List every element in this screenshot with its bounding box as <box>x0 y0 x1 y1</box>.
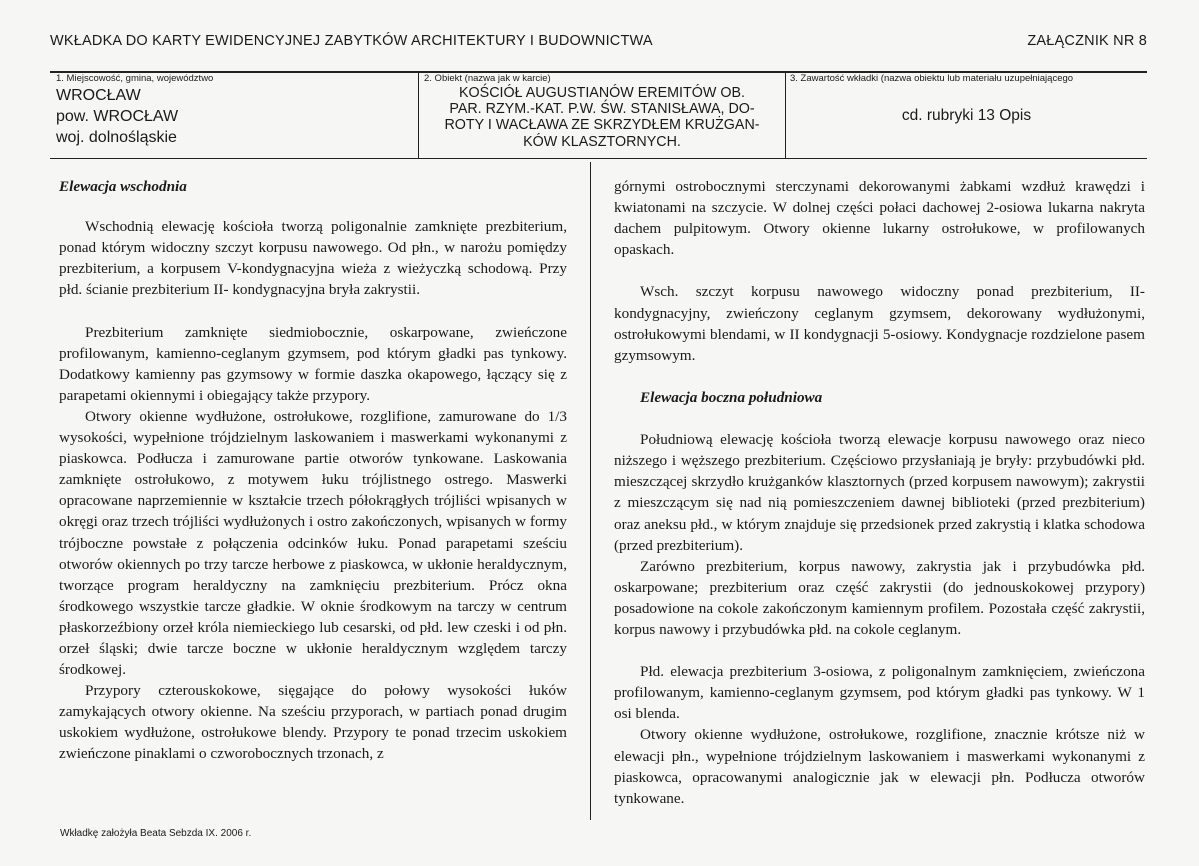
object-name-line: ROTY I WACŁAWA ZE SKRZYDŁEM KRUŻGAN- <box>444 117 760 134</box>
paragraph: Południową elewację kościoła tworzą elewacje korpusu nawowego oraz nieco niższego i węższego prezbiterium. Częściowo przysłaniają je bryły: przybudówki płd. mieszczącej skrzydło krużganków klasztornych (przed korpusem nawowym); zakrystii z mieszczącym się nad nią pomieszczeniem dawnej biblioteki (przed prezbiterium) oraz aneksu płd., w którym znajduje się przedsionek przed zakrystią i klatka schodowa (przed prezbiterium). <box>614 431 1145 554</box>
paragraph-gap <box>614 260 1145 281</box>
section-heading-east: Elewacja wschodnia <box>59 178 187 195</box>
field-contents-label: 3. Zawartość wkładki (nazwa obiektu lub materiału uzupełniającego <box>790 73 1074 84</box>
section-heading-south: Elewacja boczna południowa <box>640 388 823 406</box>
paragraph-gap <box>614 408 1145 429</box>
field-location-label: 1. Miejscowość, gmina, województwo <box>56 73 214 84</box>
paragraph: Otwory okienne wydłużone, ostrołukowe, rozglifione, znacznie krótsze niż w elewacji płn., wypełnione trójdzielnym laskowaniem i maswerkami wykonanymi z piaskowca, opracowanymi analogicznie jak w elewacji płn. Podłucza otworów tynkowane. <box>614 726 1145 807</box>
object-name-line: KOŚCIÓŁ AUGUSTIANÓW EREMITÓW OB. <box>459 85 745 101</box>
left-column <box>59 176 567 765</box>
location-voivodeship: woj. dolnośląskie <box>56 129 177 146</box>
paragraph-continuation: górnymi ostrobocznymi sterczynami dekorowanymi żabkami wzdłuż krawędzi i kwiatonami na szczycie. W dolnej części połaci dachowej 2-osiowa lukarna nakryta dachem pulpitowym. Otwory okienne lukarny ostrołukowe, w profilowanych opaskach. <box>614 178 1145 259</box>
header-rule-bottom <box>50 158 1147 159</box>
author-note: Wkładkę założyła Beata Sebzda IX. 2006 r. <box>60 828 252 839</box>
field-contents <box>786 73 1147 157</box>
paragraph: Wsch. szczyt korpusu nawowego widoczny ponad prezbiterium, II-kondygnacyjny, zwieńczony ceglanym gzymsem, dekorowany wydłużonymi, ostrołukowymi blendami, w II kondygnacji 5-osiowy. Kondygnacje rozdzielone pasem gzymsowym. <box>614 283 1145 364</box>
object-name-line: PAR. RZYM.-KAT. P.W. ŚW. STANISŁAWA, DO- <box>449 101 755 118</box>
paragraph: Zarówno prezbiterium, korpus nawowy, zakrystia jak i przybudówka płd. oskarpowane; prezbiterium oraz część zakrystii (do jednouskokowej przypory) posadowione na cokole zakończonym kamiennym profilem. Pozostała część zakrystii, korpus nawowy i przybudówka płd. na cokole ceglanym. <box>614 557 1145 638</box>
paragraph-gap <box>59 300 567 321</box>
field-object <box>420 73 784 157</box>
field-divider-1 <box>418 71 419 159</box>
paragraph: Przypory czterouskokowe, sięgające do połowy wysokości łuków zamykających otwory okienne. Na sześciu przyporach, w partiach ponad drugim uskokiem wydłużone, ostrołukowe blendy. Przypory te ponad trzecim uskokiem zwieńczone pinaklami o czworobocznych trzonach, z <box>59 682 567 763</box>
page-header <box>50 33 1147 53</box>
location-city: WROCŁAW <box>56 87 141 104</box>
paragraph-gap <box>614 640 1145 661</box>
location-county: pow. WROCŁAW <box>56 108 179 125</box>
paragraph: Otwory okienne wydłużone, ostrołukowe, rozglifione, zamurowane do 1/3 wysokości, wypełnione trójdzielnym laskowaniem i maswerkami wykonanymi z piaskowca. Podłucza i zamurowane partie otworów tynkowane. Laskowania zamknięte ostrołukowo, z motywem łuku trójlistnego ostrego. Maswerki opracowane naprzemiennie w kształcie trzech półokrągłych trójliści wpisanych w okręgi oraz trzech trójliści wydłużonych i ostro zakończonych, wpisanych w formy trójboczne powstałe z połączenia odcinków łuku. Ponad parapetami sześciu otworów okiennych po trzy tarcze herbowe z piaskowca, w ukłonie heraldycznym, tworzące program heraldyczny na zamknięciu prezbiterium. Prócz okna środkowego wszystkie tarcze gładkie. W oknie środkowym na tarczy w centrum płaskorzeźbiony orzeł króla niemieckiego lub cesarski, od płd. lew czeski i od płn. orzeł śląski; dwie tarcze boczne w ukłonie heraldycznym względem tarczy środkowej. <box>59 407 567 679</box>
object-name-line: KÓW KLASZTORNYCH. <box>523 133 681 150</box>
paragraph: Płd. elewacja prezbiterium 3-osiowa, z poligonalnym zamknięciem, zwieńczona profilowanym, kamienno-ceglanym gzymsem, pod którym gładki pas tynkowy. W 1 osi blenda. <box>614 663 1145 723</box>
annex-number: ZAŁĄCZNIK NR 8 <box>1027 33 1147 49</box>
form-title: WKŁADKA DO KARTY EWIDENCYJNEJ ZABYTKÓW ARCHITEKTURY I BUDOWNICTWA <box>50 33 653 49</box>
field-location <box>50 73 418 157</box>
field-object-label: 2. Obiekt (nazwa jak w karcie) <box>424 73 551 84</box>
right-column <box>614 176 1145 809</box>
paragraph: Prezbiterium zamknięte siedmiobocznie, oskarpowane, zwieńczone profilowanym, kamienno-ceglanym gzymsem, pod którym gładki pas tynkowy. Dodatkowy kamienny pas gzymsowy w formie daszka okapowego, łączący się z parapetami okiennymi i obiegający także przypory. <box>59 323 567 404</box>
column-separator <box>590 162 591 820</box>
paragraph-gap <box>614 366 1145 387</box>
object-name <box>420 85 784 150</box>
paragraph: Wschodnią elewację kościoła tworzą poligonalnie zamknięte prezbiterium, ponad którym widoczny szczyt korpusu nawowego. Od płn., w narożu pomiędzy prezbiterium, a korpusem V-kondygnacyjna wieża z wieżyczką schodową. Przy płd. ścianie prezbiterium II- kondygnacyjna bryła zakrystii. <box>59 218 567 299</box>
contents-value: cd. rubryki 13 Opis <box>901 107 1032 124</box>
